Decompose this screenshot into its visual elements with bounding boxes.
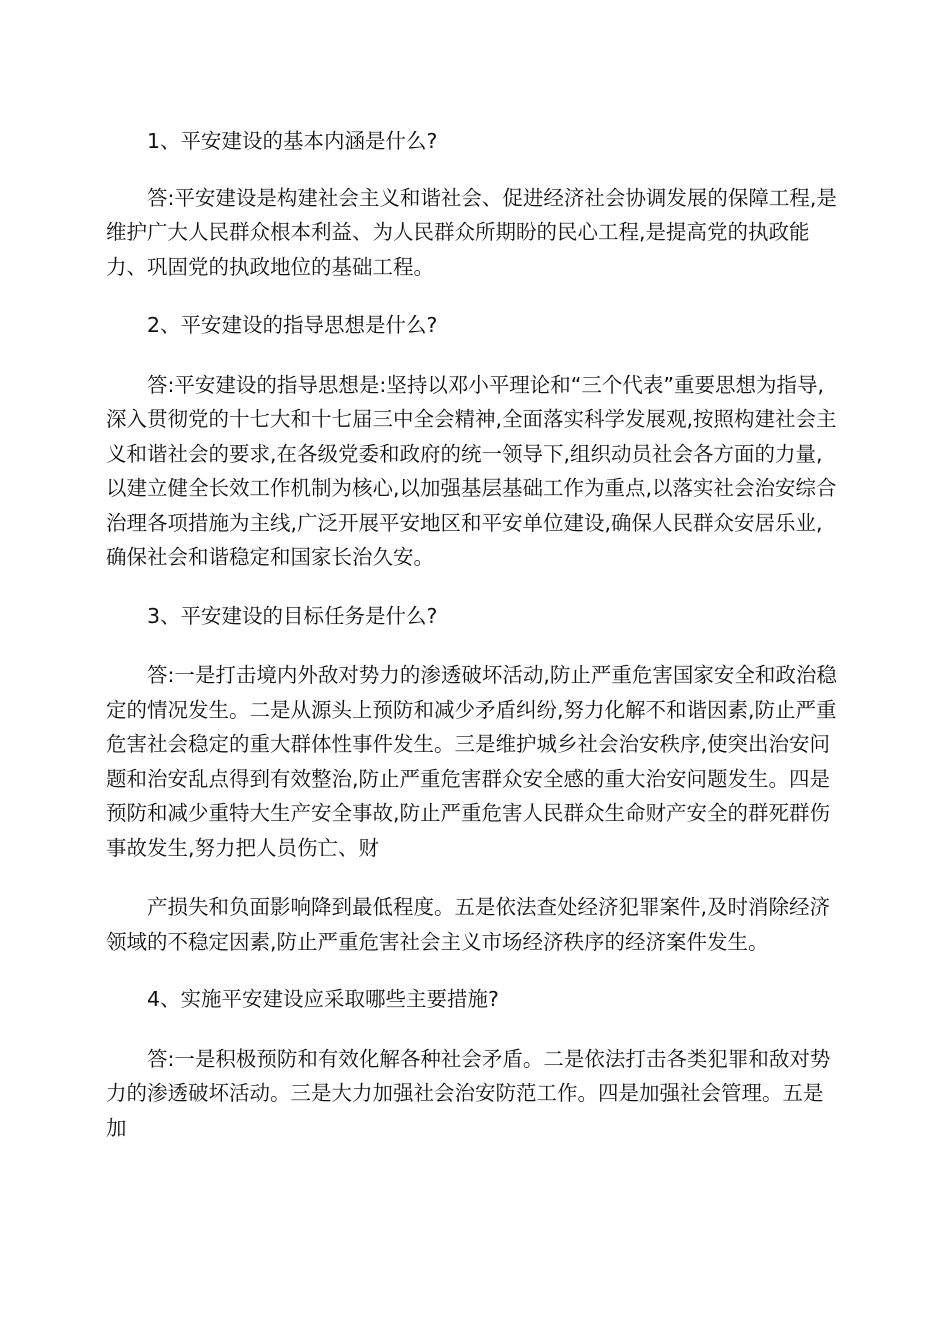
answer-1: 答:平安建设是构建社会主义和谐社会、促进经济社会协调发展的保障工程,是维护广大人民群众根本利益、为人民群众所期盼的民心工程,是提高党的执政能力、巩固党的执政地位的基础工程。 xyxy=(106,185,837,279)
question-2: 2、平安建设的指导思想是什么? xyxy=(147,313,438,337)
answer-2: 答:平安建设的指导思想是:坚持以邓小平理论和“三个代表”重要思想为指导,深入贯彻党的十七大和十七届三中全会精神,全面落实科学发展观,按照构建社会主义和谐社会的要求,在各级党委和政府的统一领导下,组织动员社会各方面的力量,以建立健全长效工作机制为核心,以加强基层基础工作为重点,以落实社会治安综合治理各项措施为主线,广泛开展平安地区和平安单位建设,确保人民群众安居乐业,确保社会和谐稳定和国家长治久安。 xyxy=(106,372,837,569)
answer-4: 答:一是积极预防和有效化解各种社会矛盾。二是依法打击各类犯罪和敌对势力的渗透破坏活动。三是大力加强社会治安防范工作。四是加强社会管理。五是加 xyxy=(106,1046,831,1140)
answer-3-continued: 产损失和负面影响降到最低程度。五是依法查处经济犯罪案件,及时消除经济领域的不稳定因素,防止严重危害社会主义市场经济秩序的经济案件发生。 xyxy=(106,895,831,954)
question-1: 1、平安建设的基本内涵是什么? xyxy=(147,129,438,153)
question-4: 4、实施平安建设应采取哪些主要措施? xyxy=(147,987,499,1011)
answer-3: 答:一是打击境内外敌对势力的渗透破坏活动,防止严重危害国家安全和政治稳定的情况发生。二是从源头上预防和减少矛盾纠纷,努力化解不和谐因素,防止严重危害社会稳定的重大群体性事件发生。三是维护城乡社会治安秩序,使突出治安问题和治安乱点得到有效整治,防止严重危害群众安全感的重大治安问题发生。四是预防和减少重特大生产安全事故,防止严重危害人民群众生命财产安全的群死群伤事故发生,努力把人员伤亡、财 xyxy=(106,663,837,860)
question-3: 3、平安建设的目标任务是什么? xyxy=(147,603,438,628)
document-body xyxy=(106,124,840,1145)
